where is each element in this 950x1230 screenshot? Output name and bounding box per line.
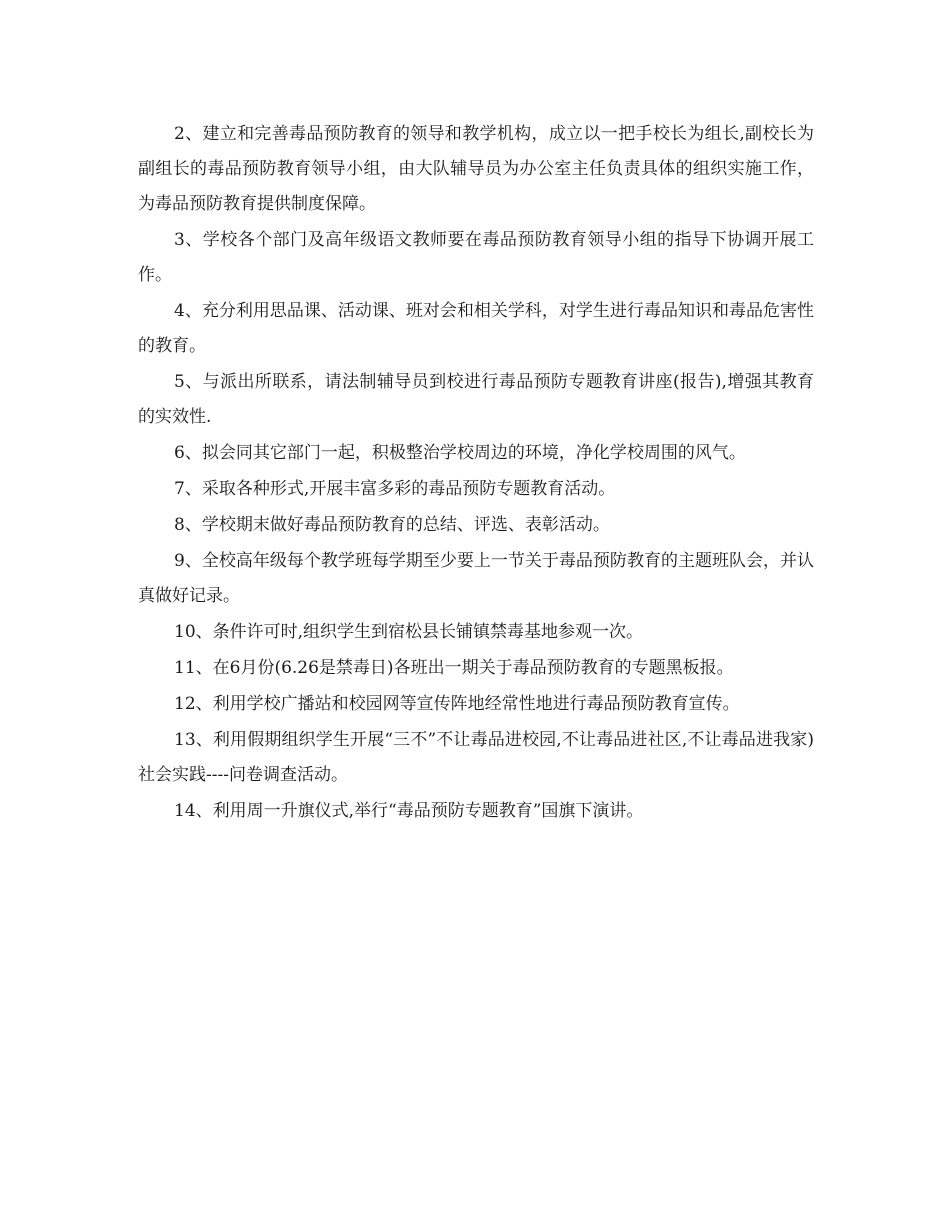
paragraph-item-5: 5、与派出所联系，请法制辅导员到校进行毒品预防专题教育讲座(报告),增强其教育的实效性. — [138, 372, 814, 427]
paragraph-item-4: 4、充分利用思品课、活动课、班对会和相关学科，对学生进行毒品知识和毒品危害性的教育。 — [138, 301, 814, 356]
paragraph-item-2: 2、建立和完善毒品预防教育的领导和教学机构，成立以一把手校长为组长,副校长为副组长的毒品预防教育领导小组，由大队辅导员为办公室主任负责具体的组织实施工作，为毒品预防教育提供制度保障。 — [138, 124, 814, 214]
paragraph-item-13: 13、利用假期组织学生开展“三不”不让毒品进校园,不让毒品进社区,不让毒品进我家)社会实践----问卷调查活动。 — [138, 730, 814, 785]
paragraph-item-14: 14、利用周一升旗仪式,举行“毒品预防专题教育”国旗下演讲。 — [174, 801, 644, 821]
paragraph-item-7: 7、采取各种形式,开展丰富多彩的毒品预防专题教育活动。 — [174, 479, 616, 499]
paragraph-item-12: 12、利用学校广播站和校园网等宣传阵地经常性地进行毒品预防教育宣传。 — [174, 694, 740, 714]
paragraph-item-10: 10、条件许可时,组织学生到宿松县长铺镇禁毒基地参观一次。 — [174, 622, 644, 642]
paragraph-item-3: 3、学校各个部门及高年级语文教师要在毒品预防教育领导小组的指导下协调开展工作。 — [138, 230, 814, 285]
paragraph-item-9: 9、全校高年级每个教学班每学期至少要上一节关于毒品预防教育的主题班队会，并认真做好记录。 — [138, 551, 814, 606]
document-body — [138, 117, 814, 830]
paragraph-item-11: 11、在6月份(6.26是禁毒日)各班出一期关于毒品预防教育的专题黑板报。 — [174, 658, 734, 678]
paragraph-item-6: 6、拟会同其它部门一起，积极整治学校周边的环境，净化学校周围的风气。 — [174, 443, 746, 463]
paragraph-item-8: 8、学校期末做好毒品预防教育的总结、评选、表彰活动。 — [174, 515, 610, 535]
